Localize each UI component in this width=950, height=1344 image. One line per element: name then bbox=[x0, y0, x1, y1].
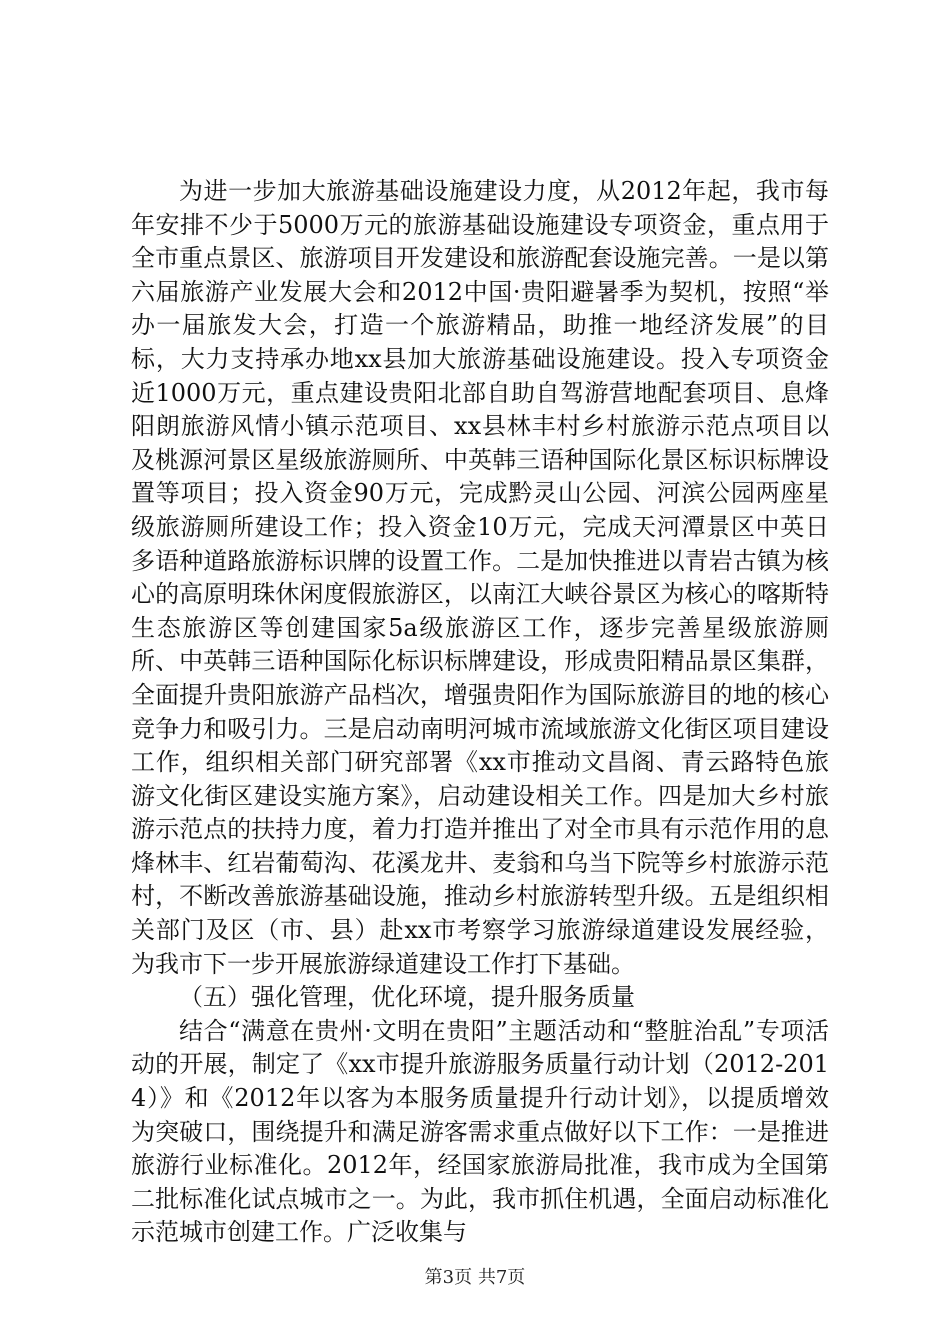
page-number: 第3页 共7页 bbox=[424, 1267, 526, 1288]
section-heading: （五）强化管理，优化环境，提升服务质量 bbox=[179, 983, 635, 1012]
paragraph-service-quality: 结合“满意在贵州·文明在贵阳”主题活动和“整脏治乱”专项活动的开展，制定了《xx市提升旅游服务质量行动计划（2012-2014）》和《2012年以客为本服务质量提升行动计划》，以提质增效为突破口，围绕提升和满足游客需求重点做好以下工作：一是推进旅游行业标准化。2012年，经国家旅游局批准，我市成为全国第二批标准化试点城市之一。为此，我市抓住机遇，全面启动标准化示范城市创建工作。广泛收集与 bbox=[131, 1016, 829, 1247]
paragraph-infrastructure: 为进一步加大旅游基础设施建设力度，从2012年起，我市每年安排不少于5000万元的旅游基础设施建设专项资金，重点用于全市重点景区、旅游项目开发建设和旅游配套设施完善。一是以第六届旅游产业发展大会和2012中国·贵阳避暑季为契机，按照“举办一届旅发大会，打造一个旅游精品，助推一地经济发展”的目标，大力支持承办地xx县加大旅游基础设施建设。投入专项资金近1000万元，重点建设贵阳北部自助自驾游营地配套项目、息烽阳朗旅游风情小镇示范项目、xx县林丰村乡村旅游示范点项目以及桃源河景区星级旅游厕所、中英韩三语种国际化景区标识标牌设置等项目；投入资金90万元，完成黔灵山公园、河滨公园两座星级旅游厕所建设工作；投入资金10万元，完成天河潭景区中英日多语种道路旅游标识牌的设置工作。二是加快推进以青岩古镇为核心的高原明珠休闲度假旅游区，以南江大峡谷景区为核心的喀斯特生态旅游区等创建国家5a级旅游区工作，逐步完善星级旅游厕所、中英韩三语种国际化标识标牌建设，形成贵阳精品景区集群，全面提升贵阳旅游产品档次，增强贵阳作为国际旅游目的地的核心竞争力和吸引力。三是启动南明河城市流域旅游文化街区项目建设工作，组织相关部门研究部署《xx市推动文昌阁、青云路特色旅游文化街区建设实施方案》，启动建设相关工作。四是加大乡村旅游示范点的扶持力度，着力打造并推出了对全市具有示范作用的息烽林丰、红岩葡萄沟、花溪龙井、麦翁和乌当下院等乡村旅游示范村，不断改善旅游基础设施，推动乡村旅游转型升级。五是组织相关部门及区（市、县）赴xx市考察学习旅游绿道建设发展经验，为我市下一步开展旅游绿道建设工作打下基础。 bbox=[131, 177, 829, 978]
document-body bbox=[131, 175, 829, 1250]
page-footer bbox=[0, 1266, 950, 1290]
